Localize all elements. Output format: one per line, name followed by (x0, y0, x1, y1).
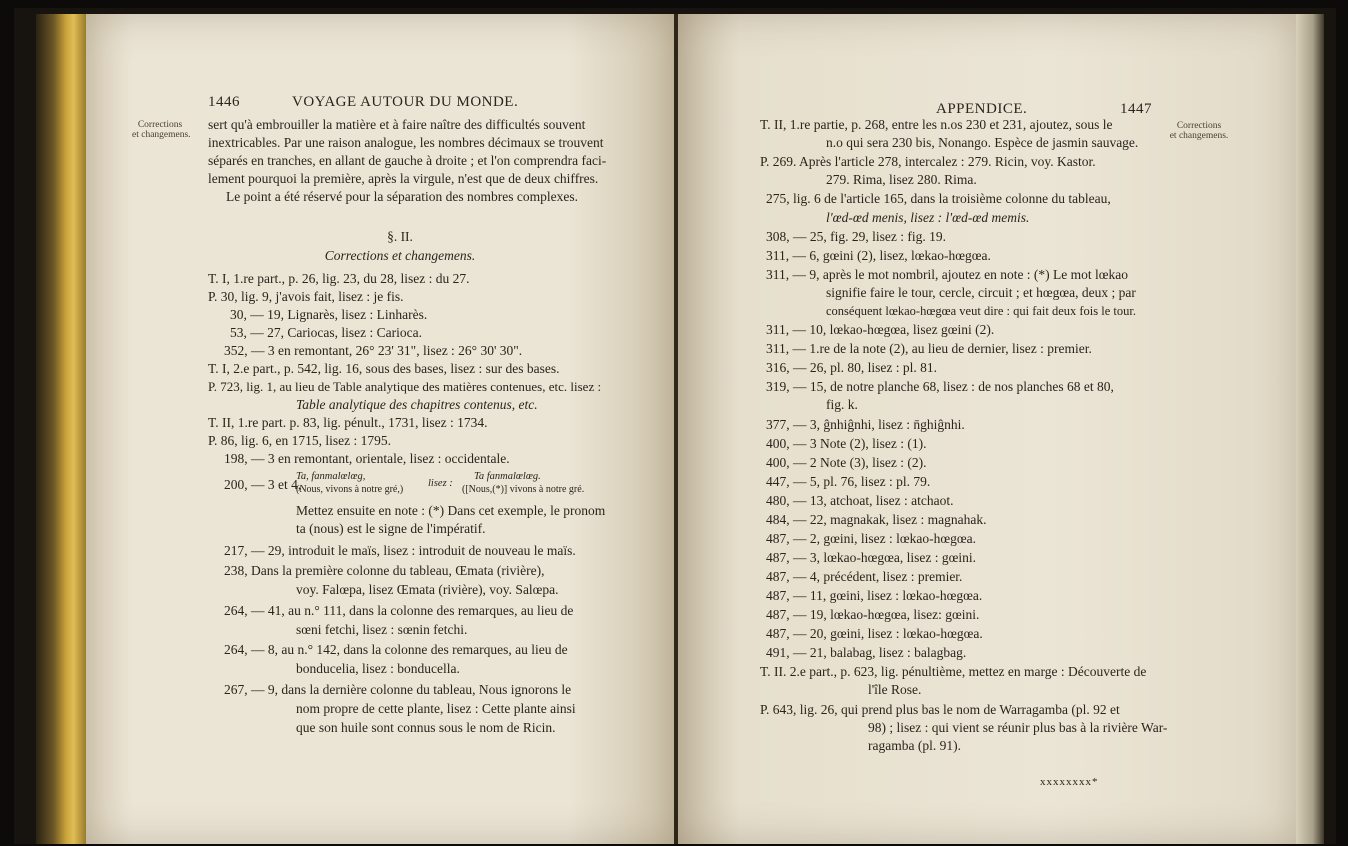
right-running-title: APPENDICE. (936, 101, 1028, 117)
appendix-entry: 319, — 15, de notre planche 68, lisez : de nos planches 68 et 80, (766, 379, 1114, 394)
appendix-entry: 316, — 26, pl. 80, lisez : pl. 81. (766, 360, 937, 375)
appendix-entry: 487, — 2, gœini, lisez : lœkao-hœgœa. (766, 531, 976, 546)
correction-entry: 217, — 29, introduit le maïs, lisez : introduit de nouveau le maïs. (224, 543, 576, 558)
correction-entry: 352, — 3 en remontant, 26° 23' 31", lisez : 26° 30' 30". (224, 343, 523, 358)
appendix-entry: 311, — 9, après le mot nombril, ajoutez en note : (*) Le mot lœkao (766, 267, 1129, 282)
correction-entry: Mettez ensuite en note : (*) Dans cet exemple, le pronom (296, 503, 606, 518)
book-edge-right (1296, 14, 1324, 844)
correction-entry: 238, Dans la première colonne du tableau, Œmata (rivière), (224, 563, 545, 578)
book-edge-gilt (36, 14, 86, 844)
formula-bottom-right: ([Nous,(*)] vivons à notre gré. (462, 484, 585, 495)
correction-entry: T. I, 2.e part., p. 542, lig. 16, sous des bases, lisez : sur des bases. (208, 361, 560, 376)
left-margin-note-line-1: Corrections (137, 120, 183, 130)
appendix-entry: 98) ; lisez : qui vient se réunir plus bas à la rivière War- (868, 720, 1168, 735)
correction-entry: ta (nous) est le signe de l'impératif. (296, 521, 486, 536)
paragraph-line: inextricables. Par une raison analogue, les nombres décimaux se trouvent (208, 135, 604, 150)
appendix-entry: 311, — 1.re de la note (2), au lieu de dernier, lisez : premier. (766, 341, 1092, 356)
appendix-entry: ragamba (pl. 91). (868, 738, 961, 753)
left-page-number: 1446 (208, 94, 240, 110)
formula-bottom-left: (Nous, vivons à notre gré,) (296, 484, 404, 495)
appendix-entry: 377, — 3, ĝnhiĝnhi, lisez : n̄ghiĝnhi. (766, 417, 965, 432)
appendix-entry: fig. k. (826, 397, 858, 412)
appendix-entry: 279. Rima, lisez 280. Rima. (826, 172, 977, 187)
appendix-entry: T. II. 2.e part., p. 623, lig. pénultième, mettez en marge : Découverte de (760, 664, 1147, 679)
left-margin-note-line-2: et changemens. (132, 130, 191, 140)
section-number: §. II. (387, 229, 413, 244)
appendix-entry: 308, — 25, fig. 29, lisez : fig. 19. (766, 229, 946, 244)
right-page-number: 1447 (1120, 101, 1152, 117)
correction-entry: voy. Falœpa, lisez Œmata (rivière), voy. Salœpa. (296, 582, 559, 597)
printer-signature: xxxxxxxx* (1040, 776, 1099, 788)
appendix-entry: T. II, 1.re partie, p. 268, entre les n.os 230 et 231, ajoutez, sous le (760, 117, 1113, 132)
appendix-entry: l'île Rose. (868, 682, 922, 697)
correction-entry: Table analytique des chapitres contenus, etc. (296, 397, 538, 412)
appendix-entry: 275, lig. 6 de l'article 165, dans la troisième colonne du tableau, (766, 191, 1111, 206)
correction-entry: 30, — 19, Lignarès, lisez : Linharès. (230, 307, 428, 322)
correction-entry: T. II, 1.re part. p. 83, lig. pénult., 1731, lisez : 1734. (208, 415, 488, 430)
correction-entry: 200, — 3 et 4, (224, 477, 302, 492)
formula-top-left: Ta, fanmalœlœg, (296, 471, 366, 482)
correction-entry: nom propre de cette plante, lisez : Cette plante ainsi (296, 701, 576, 716)
formula-top-right: Ta fanmalœlœg. (474, 471, 541, 482)
appendix-entry: P. 269. Après l'article 278, intercalez : 279. Ricin, voy. Kastor. (760, 154, 1096, 169)
appendix-entry: 484, — 22, magnakak, lisez : magnahak. (766, 512, 987, 527)
correction-entry: sœni fetchi, lisez : sœnin fetchi. (296, 622, 468, 637)
appendix-entry: 491, — 21, balabag, lisez : balagbag. (766, 645, 967, 660)
appendix-entry: 487, — 20, gœini, lisez : lœkao-hœgœa. (766, 626, 983, 641)
correction-entry: P. 30, lig. 9, j'avois fait, lisez : je fis. (208, 289, 404, 304)
section-title: Corrections et changemens. (324, 248, 476, 263)
appendix-entry: 311, — 6, gœini (2), lisez, lœkao-hœgœa. (766, 248, 991, 263)
appendix-entry: conséquent lœkao-hœgœa veut dire : qui fait deux fois le tour. (826, 304, 1136, 318)
appendix-entry: 487, — 3, lœkao-hœgœa, lisez : gœini. (766, 550, 976, 565)
left-running-title: VOYAGE AUTOUR DU MONDE. (292, 94, 519, 110)
appendix-entry: 480, — 13, atchoat, lisez : atchaot. (766, 493, 954, 508)
correction-entry: 264, — 41, au n.° 111, dans la colonne des remarques, au lieu de (224, 603, 574, 618)
correction-entry: T. I, 1.re part., p. 26, lig. 23, du 28, lisez : du 27. (208, 271, 470, 286)
formula-mid: lisez : (428, 478, 453, 489)
appendix-entry: signifie faire le tour, cercle, circuit ; et hœgœa, deux ; par (826, 285, 1136, 300)
appendix-entry: 400, — 3 Note (2), lisez : (1). (766, 436, 927, 451)
right-margin-note-line-2: et changemens. (1169, 131, 1229, 141)
appendix-entry: 311, — 10, lœkao-hœgœa, lisez gœini (2). (766, 322, 995, 337)
correction-entry: que son huile sont connus sous le nom de Ricin. (296, 720, 556, 735)
correction-entry: 53, — 27, Cariocas, lisez : Carioca. (230, 325, 422, 340)
appendix-entry: P. 643, lig. 26, qui prend plus bas le nom de Warragamba (pl. 92 et (760, 702, 1120, 717)
right-margin-note-line-1: Corrections (1176, 121, 1222, 131)
appendix-entry: 400, — 2 Note (3), lisez : (2). (766, 455, 927, 470)
appendix-entry: 487, — 11, gœini, lisez : lœkao-hœgœa. (766, 588, 983, 603)
correction-entry: P. 723, lig. 1, au lieu de Table analytique des matières contenues, etc. lisez : (208, 379, 602, 394)
appendix-entry: 487, — 4, précédent, lisez : premier. (766, 569, 963, 584)
correction-entry: 267, — 9, dans la dernière colonne du tableau, Nous ignorons le (224, 682, 572, 697)
paragraph-line: sert qu'à embrouiller la matière et à faire naître des difficultés souvent (208, 117, 586, 132)
correction-entry: 198, — 3 en remontant, orientale, lisez : occidentale. (224, 451, 510, 466)
appendix-entry: n.o qui sera 230 bis, Nonango. Espèce de jasmin sauvage. (826, 135, 1139, 150)
correction-entry: 264, — 8, au n.° 142, dans la colonne des remarques, au lieu de (224, 642, 568, 657)
correction-entry: bonducelia, lisez : bonducella. (296, 661, 460, 676)
paragraph-line: Le point a été réservé pour la séparation des nombres complexes. (226, 189, 578, 204)
correction-entry: P. 86, lig. 6, en 1715, lisez : 1795. (208, 433, 391, 448)
appendix-entry: 447, — 5, pl. 76, lisez : pl. 79. (766, 474, 931, 489)
paragraph-line: séparés en tranches, en allant de gauche à droite ; et l'on comprendra faci- (208, 153, 607, 168)
paragraph-line: lement pourquoi la première, après la virgule, n'est que de deux chiffres. (208, 171, 599, 186)
appendix-entry: 487, — 19, lœkao-hœgœa, lisez: gœini. (766, 607, 980, 622)
appendix-entry: l'œd-œd menis, lisez : l'œd-œd memis. (826, 210, 1030, 225)
